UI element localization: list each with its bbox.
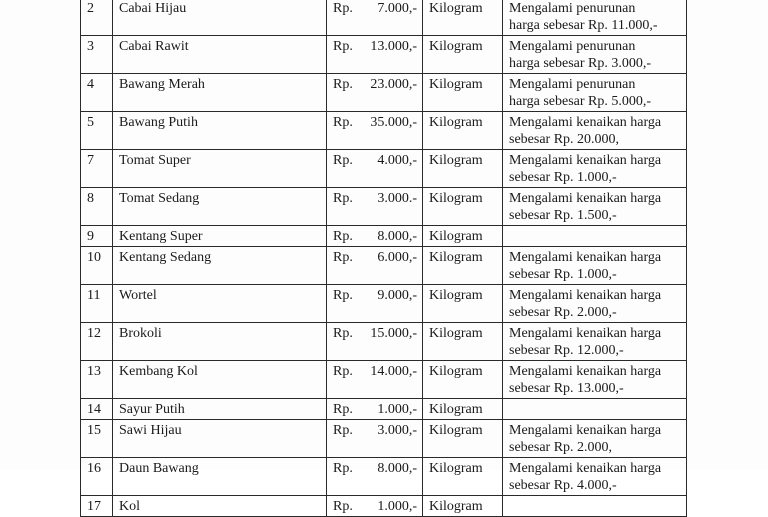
note-cell (503, 285, 687, 323)
table-row (81, 361, 687, 399)
table-row (81, 285, 687, 323)
price-amount: 1.000,- (377, 402, 417, 417)
unit-cell: Kilogram (423, 399, 503, 420)
row-number: 7 (81, 150, 113, 188)
note-line-1: Mengalami kenaikan harga (509, 461, 662, 476)
row-number: 9 (81, 226, 113, 247)
commodity-name: Kentang Sedang (113, 247, 327, 285)
row-number: 17 (81, 496, 113, 517)
commodity-name: Daun Bawang (113, 458, 327, 496)
commodity-name: Sayur Putih (113, 399, 327, 420)
note-cell (503, 226, 687, 247)
row-number: 4 (81, 74, 113, 112)
table-row (81, 458, 687, 496)
note-cell (503, 247, 687, 285)
row-number: 16 (81, 458, 113, 496)
table-row (81, 226, 687, 247)
currency-label: Rp. (333, 423, 353, 438)
price-amount: 35.000,- (370, 115, 417, 130)
unit-cell: Kilogram (423, 74, 503, 112)
row-number: 2 (81, 0, 113, 36)
table-row (81, 323, 687, 361)
note-line-2: sebesar Rp. 1.000,- (509, 170, 617, 185)
row-number: 8 (81, 188, 113, 226)
price-amount: 15.000,- (370, 326, 417, 341)
commodity-name: Bawang Merah (113, 74, 327, 112)
currency-label: Rp. (333, 191, 353, 206)
currency-label: Rp. (333, 326, 353, 341)
note-line-1: Mengalami kenaikan harga (509, 115, 662, 130)
commodity-name: Tomat Super (113, 150, 327, 188)
table-row (81, 188, 687, 226)
price-cell (327, 323, 423, 361)
price-amount: 4.000,- (377, 153, 417, 168)
row-number: 5 (81, 112, 113, 150)
unit-cell: Kilogram (423, 323, 503, 361)
note-cell (503, 36, 687, 74)
note-line-1: Mengalami penurunan (509, 77, 636, 92)
currency-label: Rp. (333, 364, 353, 379)
commodity-price-table (80, 0, 687, 517)
price-amount: 3.000.- (377, 191, 417, 206)
commodity-name: Cabai Rawit (113, 36, 327, 74)
table-row (81, 36, 687, 74)
note-line-1: Mengalami penurunan (509, 39, 636, 54)
currency-label: Rp. (333, 461, 353, 476)
commodity-name: Tomat Sedang (113, 188, 327, 226)
commodity-name: Kol (113, 496, 327, 517)
note-line-1: Mengalami kenaikan harga (509, 364, 662, 379)
currency-label: Rp. (333, 115, 353, 130)
price-cell (327, 0, 423, 36)
unit-cell: Kilogram (423, 285, 503, 323)
note-cell (503, 150, 687, 188)
row-number: 3 (81, 36, 113, 74)
price-amount: 14.000,- (370, 364, 417, 379)
unit-cell: Kilogram (423, 188, 503, 226)
unit-cell: Kilogram (423, 0, 503, 36)
note-cell (503, 458, 687, 496)
price-cell (327, 188, 423, 226)
price-amount: 3.000,- (377, 423, 417, 438)
currency-label: Rp. (333, 402, 353, 417)
note-line-2: sebesar Rp. 1.000,- (509, 267, 617, 282)
note-line-2: sebesar Rp. 20.000, (509, 132, 620, 147)
price-amount: 8.000,- (377, 461, 417, 476)
unit-cell: Kilogram (423, 496, 503, 517)
commodity-name: Bawang Putih (113, 112, 327, 150)
note-line-2: harga sebesar Rp. 11.000,- (509, 18, 658, 33)
table-row (81, 420, 687, 458)
unit-cell: Kilogram (423, 361, 503, 399)
table-row (81, 496, 687, 517)
row-number: 10 (81, 247, 113, 285)
price-amount: 1.000,- (377, 499, 417, 514)
note-line-2: sebesar Rp. 2.000,- (509, 305, 617, 320)
note-line-2: sebesar Rp. 2.000, (509, 440, 613, 455)
price-cell (327, 226, 423, 247)
unit-cell: Kilogram (423, 458, 503, 496)
note-line-2: sebesar Rp. 13.000,- (509, 381, 624, 396)
currency-label: Rp. (333, 1, 353, 16)
price-amount: 23.000,- (370, 77, 417, 92)
price-amount: 6.000,- (377, 250, 417, 265)
unit-cell: Kilogram (423, 36, 503, 74)
note-cell (503, 112, 687, 150)
table-row (81, 0, 687, 36)
table-row (81, 247, 687, 285)
note-cell (503, 74, 687, 112)
note-cell (503, 399, 687, 420)
price-amount: 8.000,- (377, 229, 417, 244)
commodity-name: Brokoli (113, 323, 327, 361)
note-line-2: harga sebesar Rp. 3.000,- (509, 56, 652, 71)
price-cell (327, 112, 423, 150)
price-cell (327, 361, 423, 399)
table-row (81, 112, 687, 150)
commodity-name: Sawi Hijau (113, 420, 327, 458)
table-row (81, 399, 687, 420)
commodity-name: Cabai Hijau (113, 0, 327, 36)
note-line-1: Mengalami kenaikan harga (509, 288, 662, 303)
note-line-1: Mengalami penurunan (509, 1, 636, 16)
row-number: 15 (81, 420, 113, 458)
commodity-name: Kembang Kol (113, 361, 327, 399)
currency-label: Rp. (333, 153, 353, 168)
price-amount: 13.000,- (370, 39, 417, 54)
note-line-1: Mengalami kenaikan harga (509, 153, 662, 168)
table-row (81, 74, 687, 112)
note-line-2: sebesar Rp. 1.500,- (509, 208, 617, 223)
price-cell (327, 399, 423, 420)
price-amount: 9.000,- (377, 288, 417, 303)
note-cell (503, 323, 687, 361)
currency-label: Rp. (333, 288, 353, 303)
note-cell (503, 0, 687, 36)
currency-label: Rp. (333, 250, 353, 265)
note-line-2: sebesar Rp. 4.000,- (509, 478, 617, 493)
currency-label: Rp. (333, 39, 353, 54)
row-number: 14 (81, 399, 113, 420)
currency-label: Rp. (333, 499, 353, 514)
note-line-2: sebesar Rp. 12.000,- (509, 343, 624, 358)
unit-cell: Kilogram (423, 112, 503, 150)
note-line-2: harga sebesar Rp. 5.000,- (509, 94, 652, 109)
note-line-1: Mengalami kenaikan harga (509, 423, 662, 438)
commodity-name: Kentang Super (113, 226, 327, 247)
currency-label: Rp. (333, 229, 353, 244)
unit-cell: Kilogram (423, 420, 503, 458)
unit-cell: Kilogram (423, 247, 503, 285)
price-cell (327, 458, 423, 496)
note-line-1: Mengalami kenaikan harga (509, 250, 662, 265)
table-body (81, 0, 687, 517)
price-cell (327, 285, 423, 323)
price-cell (327, 74, 423, 112)
row-number: 12 (81, 323, 113, 361)
note-cell (503, 496, 687, 517)
unit-cell: Kilogram (423, 150, 503, 188)
note-cell (503, 420, 687, 458)
row-number: 11 (81, 285, 113, 323)
price-cell (327, 150, 423, 188)
note-line-1: Mengalami kenaikan harga (509, 326, 662, 341)
price-cell (327, 420, 423, 458)
row-number: 13 (81, 361, 113, 399)
note-line-1: Mengalami kenaikan harga (509, 191, 662, 206)
commodity-name: Wortel (113, 285, 327, 323)
price-cell (327, 247, 423, 285)
price-cell (327, 496, 423, 517)
note-cell (503, 361, 687, 399)
currency-label: Rp. (333, 77, 353, 92)
price-cell (327, 36, 423, 74)
unit-cell: Kilogram (423, 226, 503, 247)
table-row (81, 150, 687, 188)
note-cell (503, 188, 687, 226)
price-amount: 7.000,- (377, 1, 417, 16)
